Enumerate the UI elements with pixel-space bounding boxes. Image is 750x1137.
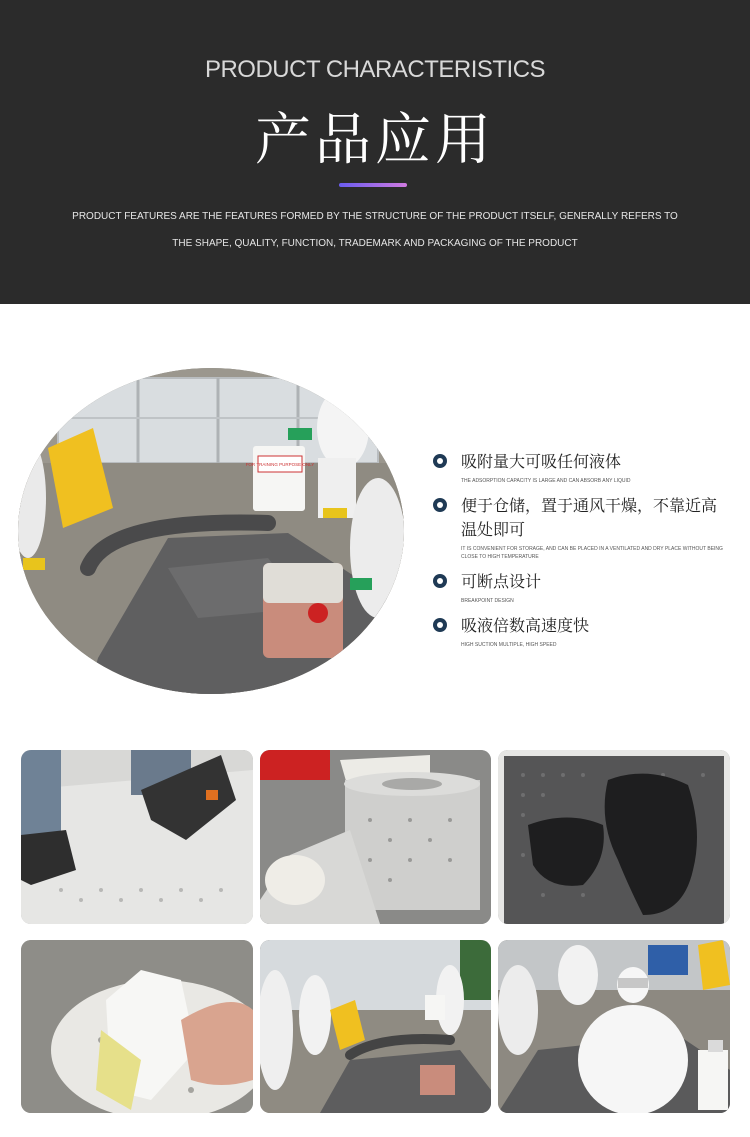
feature-subtitle: IT IS CONVENIENT FOR STORAGE, AND CAN BE PLACED IN A VENTILATED AND DRY PLACE WITHOUT BEING CLOSE TO HIGH TEMPERATURE (461, 546, 723, 560)
feature-title: 吸液倍数高速度快 (461, 616, 590, 635)
feature-title: 吸附量大可吸任何液体 (461, 452, 622, 471)
feature-item (430, 494, 730, 561)
photo-workers-training (260, 940, 491, 1113)
feature-subtitle: BREAKPOINT DESIGN (461, 598, 514, 604)
hero-title-en: PRODUCT CHARACTERISTICS (204, 56, 546, 83)
feature-title: 便于仓储，置于通风干燥，不靠近高温处即可 (461, 496, 718, 539)
feature-subtitle: HIGH SUCTION MULTIPLE, HIGH SPEED (461, 642, 557, 648)
accent-divider (339, 183, 407, 187)
circle-bullet-icon (433, 498, 447, 512)
feature-item (430, 570, 730, 605)
hero-banner (0, 0, 750, 304)
circle-bullet-icon (433, 574, 447, 588)
feature-title: 可断点设计 (461, 572, 542, 591)
feature-list (430, 450, 730, 658)
photo-absorbent-roll (260, 750, 491, 924)
hero-title-cn: 产品应用 (255, 108, 495, 173)
circle-bullet-icon (433, 454, 447, 468)
spill-response-oval-photo (18, 368, 404, 694)
drum-label: FOR TRAINING PURPOSE ONLY (245, 462, 315, 467)
photo-cleanup-crew (498, 940, 730, 1113)
photo-wiping-spill (21, 940, 253, 1113)
feature-item (430, 450, 730, 485)
feature-subtitle: THE ADSORPTION CAPACITY IS LARGE AND CAN ABSORB ANY LIQUID (461, 478, 631, 484)
feature-item (430, 614, 730, 649)
hero-description-line-1: PRODUCT FEATURES ARE THE FEATURES FORMED BY THE STRUCTURE OF THE PRODUCT ITSELF, GENERALLY REFERS TO (72, 211, 678, 222)
hero-description-line-2: THE SHAPE, QUALITY, FUNCTION, TRADEMARK AND PACKAGING OF THE PRODUCT (172, 238, 578, 249)
photo-oil-soaked-mat (498, 750, 730, 924)
photo-boot-on-mat (21, 750, 253, 924)
circle-bullet-icon (433, 618, 447, 632)
